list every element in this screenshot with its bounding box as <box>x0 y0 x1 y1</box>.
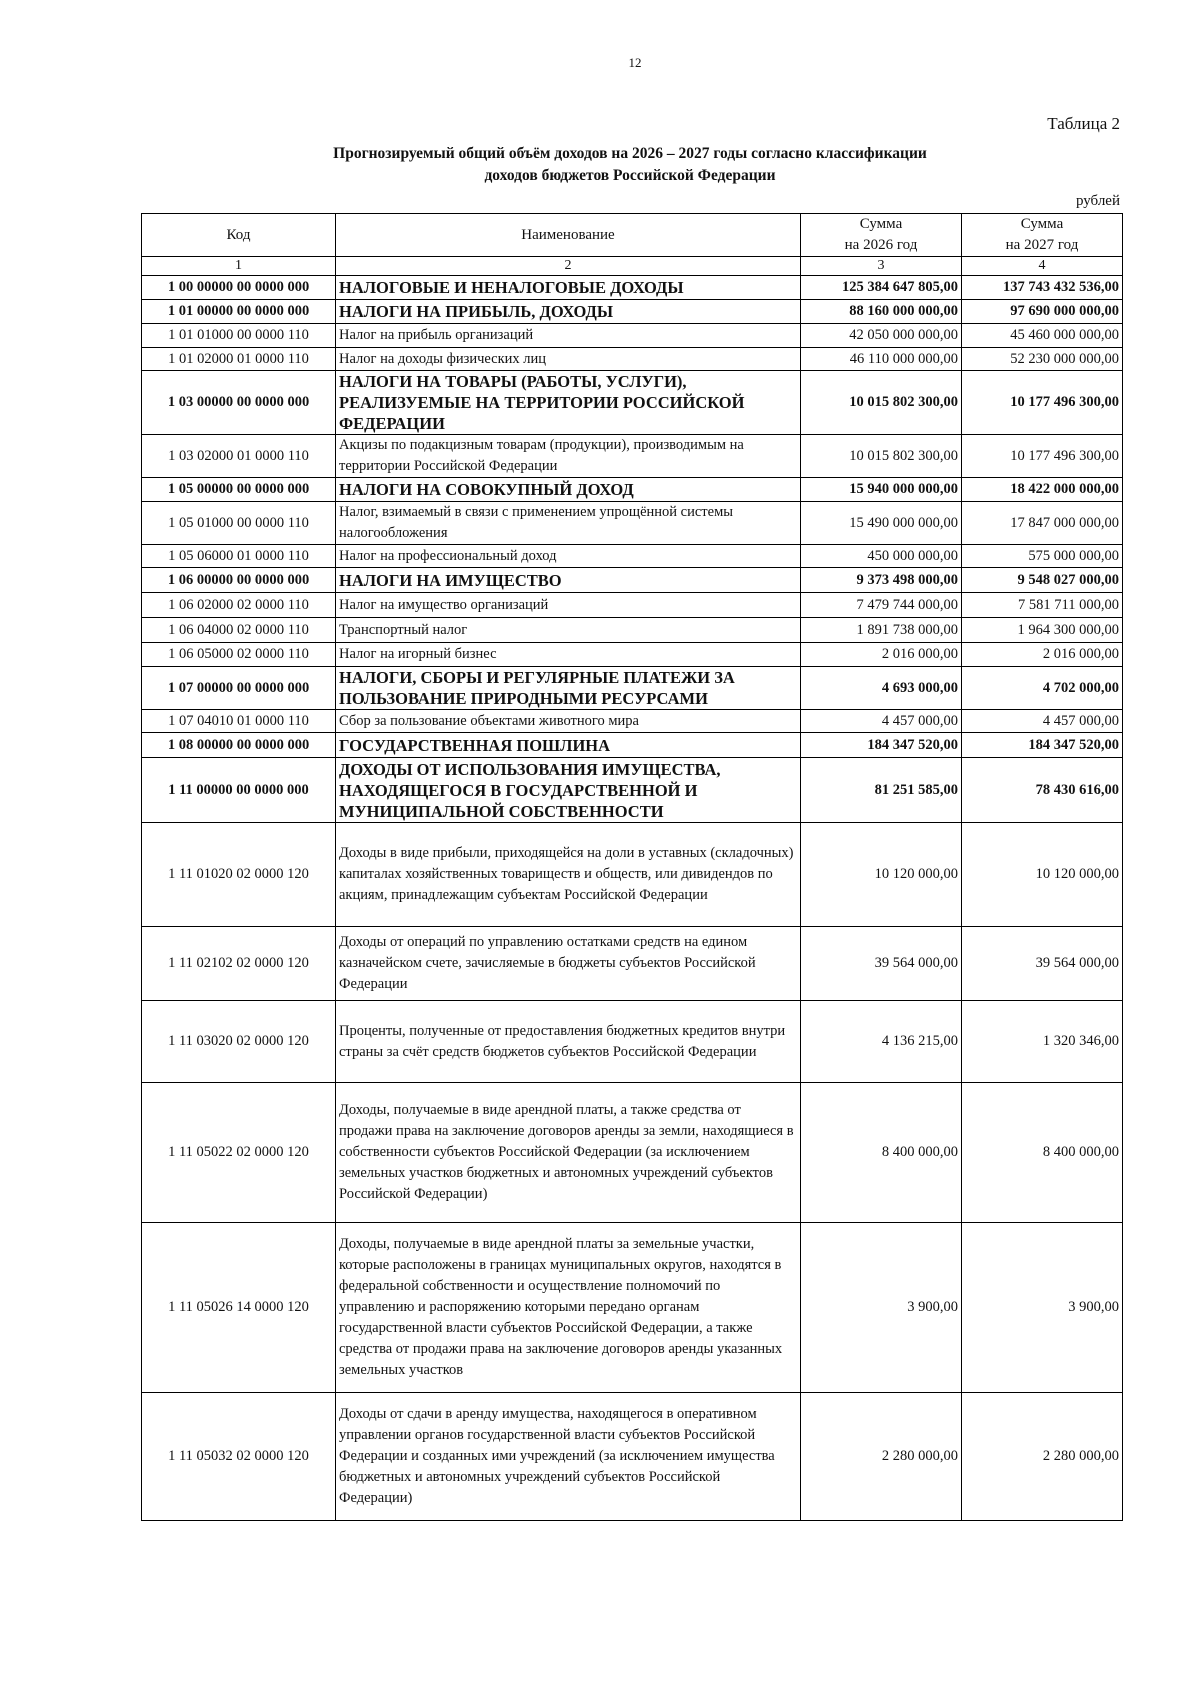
row-code: 1 11 05026 14 0000 120 <box>142 1223 336 1393</box>
row-amount-2026: 1 891 738 000,00 <box>801 618 962 643</box>
row-name: НАЛОГИ НА ТОВАРЫ (РАБОТЫ, УСЛУГИ), РЕАЛИЗУЕМЫЕ НА ТЕРРИТОРИИ РОССИЙСКОЙ ФЕДЕРАЦИИ <box>336 371 801 435</box>
table-header-row <box>142 214 1123 257</box>
table-row <box>142 1001 1123 1083</box>
row-amount-2026: 4 457 000,00 <box>801 710 962 733</box>
header-2027-line-1: Сумма <box>1020 216 1064 232</box>
units-label: рублей <box>1075 193 1120 209</box>
row-name: НАЛОГИ НА ИМУЩЕСТВО <box>336 568 801 593</box>
table-row <box>142 568 1123 593</box>
row-code: 1 07 04010 01 0000 110 <box>142 710 336 733</box>
header-name: Наименование <box>336 214 801 257</box>
row-amount-2026: 8 400 000,00 <box>801 1083 962 1223</box>
row-name: Налог на доходы физических лиц <box>336 348 801 371</box>
row-name: Транспортный налог <box>336 618 801 643</box>
revenue-table <box>141 213 1123 1521</box>
row-amount-2027: 10 177 496 300,00 <box>962 435 1123 478</box>
row-amount-2027: 9 548 027 000,00 <box>962 568 1123 593</box>
row-name: НАЛОГИ НА СОВОКУПНЫЙ ДОХОД <box>336 478 801 502</box>
header-code: Код <box>142 214 336 257</box>
title-line-1: Прогнозируемый общий объём доходов на 2026 – 2027 годы согласно классификации <box>333 145 927 162</box>
table-row <box>142 927 1123 1001</box>
row-name: ДОХОДЫ ОТ ИСПОЛЬЗОВАНИЯ ИМУЩЕСТВА, НАХОДЯЩЕГОСЯ В ГОСУДАРСТВЕННОЙ И МУНИЦИПАЛЬНОЙ СОБСТВЕННОСТИ <box>336 758 801 823</box>
row-amount-2026: 15 940 000 000,00 <box>801 478 962 502</box>
document-title <box>280 143 980 187</box>
row-code: 1 06 05000 02 0000 110 <box>142 643 336 667</box>
row-amount-2026: 81 251 585,00 <box>801 758 962 823</box>
row-code: 1 08 00000 00 0000 000 <box>142 733 336 758</box>
row-name: Налог на прибыль организаций <box>336 324 801 348</box>
table-row <box>142 618 1123 643</box>
row-name: Акцизы по подакцизным товарам (продукции), производимым на территории Российской Федерации <box>336 435 801 478</box>
table-row <box>142 823 1123 927</box>
table-row <box>142 758 1123 823</box>
row-amount-2027: 18 422 000 000,00 <box>962 478 1123 502</box>
row-amount-2026: 46 110 000 000,00 <box>801 348 962 371</box>
row-code: 1 01 01000 00 0000 110 <box>142 324 336 348</box>
table-row <box>142 276 1123 300</box>
row-amount-2027: 8 400 000,00 <box>962 1083 1123 1223</box>
table-row <box>142 1083 1123 1223</box>
table-row <box>142 710 1123 733</box>
row-name: Доходы, получаемые в виде арендной платы, а также средства от продажи права на заключение договоров аренды за земли, находящиеся в собственности субъектов Российской Федерации (за исключением земельных участков бюджетных и автономных учреждений субъектов Российской Федерации) <box>336 1083 801 1223</box>
row-name: НАЛОГИ НА ПРИБЫЛЬ, ДОХОДЫ <box>336 300 801 324</box>
table-row <box>142 502 1123 545</box>
table-row <box>142 733 1123 758</box>
row-amount-2026: 88 160 000 000,00 <box>801 300 962 324</box>
row-amount-2026: 3 900,00 <box>801 1223 962 1393</box>
row-amount-2027: 10 177 496 300,00 <box>962 371 1123 435</box>
row-amount-2027: 2 280 000,00 <box>962 1393 1123 1521</box>
table-row <box>142 478 1123 502</box>
header-2026-line-2: на 2026 год <box>844 237 918 253</box>
table-row <box>142 348 1123 371</box>
table-row <box>142 643 1123 667</box>
row-amount-2026: 42 050 000 000,00 <box>801 324 962 348</box>
column-number: 4 <box>962 257 1123 276</box>
row-amount-2027: 184 347 520,00 <box>962 733 1123 758</box>
row-amount-2027: 45 460 000 000,00 <box>962 324 1123 348</box>
row-name: ГОСУДАРСТВЕННАЯ ПОШЛИНА <box>336 733 801 758</box>
page-number: 12 <box>628 55 642 70</box>
column-number: 2 <box>336 257 801 276</box>
row-name: НАЛОГИ, СБОРЫ И РЕГУЛЯРНЫЕ ПЛАТЕЖИ ЗА ПОЛЬЗОВАНИЕ ПРИРОДНЫМИ РЕСУРСАМИ <box>336 667 801 710</box>
row-amount-2027: 2 016 000,00 <box>962 643 1123 667</box>
row-amount-2027: 3 900,00 <box>962 1223 1123 1393</box>
row-amount-2027: 4 702 000,00 <box>962 667 1123 710</box>
row-amount-2026: 4 693 000,00 <box>801 667 962 710</box>
row-code: 1 11 00000 00 0000 000 <box>142 758 336 823</box>
row-code: 1 03 02000 01 0000 110 <box>142 435 336 478</box>
row-amount-2027: 39 564 000,00 <box>962 927 1123 1001</box>
row-code: 1 05 00000 00 0000 000 <box>142 478 336 502</box>
table-row <box>142 593 1123 618</box>
column-number: 3 <box>801 257 962 276</box>
row-amount-2027: 52 230 000 000,00 <box>962 348 1123 371</box>
row-name: Доходы, получаемые в виде арендной платы за земельные участки, которые расположены в границах муниципальных округов, находятся в федеральной собственности и осуществление полномочий по управлению и распоряжению которыми передано органам государственной власти субъектов Российской Федерации, а также средства от продажи права на заключение договоров аренды указанных земельных участков <box>336 1223 801 1393</box>
row-amount-2026: 10 120 000,00 <box>801 823 962 927</box>
row-name: Проценты, полученные от предоставления бюджетных кредитов внутри страны за счёт средств бюджетов субъектов Российской Федерации <box>336 1001 801 1083</box>
column-number-row <box>142 257 1123 276</box>
row-name: Налог, взимаемый в связи с применением упрощённой системы налогообложения <box>336 502 801 545</box>
row-amount-2027: 17 847 000 000,00 <box>962 502 1123 545</box>
row-name: Налог на игорный бизнес <box>336 643 801 667</box>
row-amount-2027: 78 430 616,00 <box>962 758 1123 823</box>
row-code: 1 07 00000 00 0000 000 <box>142 667 336 710</box>
row-amount-2027: 10 120 000,00 <box>962 823 1123 927</box>
table-row <box>142 667 1123 710</box>
row-code: 1 11 05022 02 0000 120 <box>142 1083 336 1223</box>
row-code: 1 11 02102 02 0000 120 <box>142 927 336 1001</box>
row-amount-2027: 97 690 000 000,00 <box>962 300 1123 324</box>
row-name: Доходы от операций по управлению остатками средств на едином казначейском счете, зачисляемые в бюджеты субъектов Российской Федерации <box>336 927 801 1001</box>
table-row <box>142 435 1123 478</box>
header-2027-line-2: на 2027 год <box>1005 237 1079 253</box>
row-amount-2027: 1 320 346,00 <box>962 1001 1123 1083</box>
row-name: Налог на имущество организаций <box>336 593 801 618</box>
row-code: 1 06 04000 02 0000 110 <box>142 618 336 643</box>
row-amount-2026: 9 373 498 000,00 <box>801 568 962 593</box>
row-code: 1 11 03020 02 0000 120 <box>142 1001 336 1083</box>
table-row <box>142 300 1123 324</box>
row-code: 1 11 05032 02 0000 120 <box>142 1393 336 1521</box>
row-code: 1 01 00000 00 0000 000 <box>142 300 336 324</box>
row-amount-2027: 4 457 000,00 <box>962 710 1123 733</box>
row-code: 1 01 02000 01 0000 110 <box>142 348 336 371</box>
row-amount-2026: 2 016 000,00 <box>801 643 962 667</box>
table-row <box>142 1223 1123 1393</box>
column-number: 1 <box>142 257 336 276</box>
table-label: Таблица 2 <box>1047 114 1120 133</box>
row-code: 1 00 00000 00 0000 000 <box>142 276 336 300</box>
table-row <box>142 324 1123 348</box>
row-amount-2027: 137 743 432 536,00 <box>962 276 1123 300</box>
row-amount-2026: 450 000 000,00 <box>801 545 962 568</box>
row-amount-2027: 7 581 711 000,00 <box>962 593 1123 618</box>
title-line-2: доходов бюджетов Российской Федерации <box>484 167 776 184</box>
table-row <box>142 371 1123 435</box>
header-2026 <box>801 214 962 257</box>
row-code: 1 11 01020 02 0000 120 <box>142 823 336 927</box>
row-amount-2027: 1 964 300 000,00 <box>962 618 1123 643</box>
row-amount-2026: 4 136 215,00 <box>801 1001 962 1083</box>
row-amount-2026: 10 015 802 300,00 <box>801 435 962 478</box>
row-code: 1 05 06000 01 0000 110 <box>142 545 336 568</box>
row-code: 1 05 01000 00 0000 110 <box>142 502 336 545</box>
row-code: 1 06 00000 00 0000 000 <box>142 568 336 593</box>
row-amount-2026: 10 015 802 300,00 <box>801 371 962 435</box>
header-2026-line-1: Сумма <box>859 216 903 232</box>
table-row <box>142 545 1123 568</box>
row-code: 1 03 00000 00 0000 000 <box>142 371 336 435</box>
row-name: НАЛОГОВЫЕ И НЕНАЛОГОВЫЕ ДОХОДЫ <box>336 276 801 300</box>
row-name: Доходы от сдачи в аренду имущества, находящегося в оперативном управлении органов государственной власти субъектов Российской Федерации и созданных ими учреждений (за исключением имущества бюджетных и автономных учреждений субъектов Российской Федерации) <box>336 1393 801 1521</box>
row-amount-2026: 15 490 000 000,00 <box>801 502 962 545</box>
row-amount-2026: 125 384 647 805,00 <box>801 276 962 300</box>
row-name: Сбор за пользование объектами животного мира <box>336 710 801 733</box>
row-amount-2026: 7 479 744 000,00 <box>801 593 962 618</box>
row-amount-2026: 2 280 000,00 <box>801 1393 962 1521</box>
row-amount-2027: 575 000 000,00 <box>962 545 1123 568</box>
row-amount-2026: 39 564 000,00 <box>801 927 962 1001</box>
row-name: Налог на профессиональный доход <box>336 545 801 568</box>
table-body <box>142 276 1123 1521</box>
header-2027 <box>962 214 1123 257</box>
row-code: 1 06 02000 02 0000 110 <box>142 593 336 618</box>
table-row <box>142 1393 1123 1521</box>
row-name: Доходы в виде прибыли, приходящейся на доли в уставных (складочных) капиталах хозяйственных товариществ и обществ, или дивидендов по акциям, принадлежащим субъектам Российской Федерации <box>336 823 801 927</box>
row-amount-2026: 184 347 520,00 <box>801 733 962 758</box>
